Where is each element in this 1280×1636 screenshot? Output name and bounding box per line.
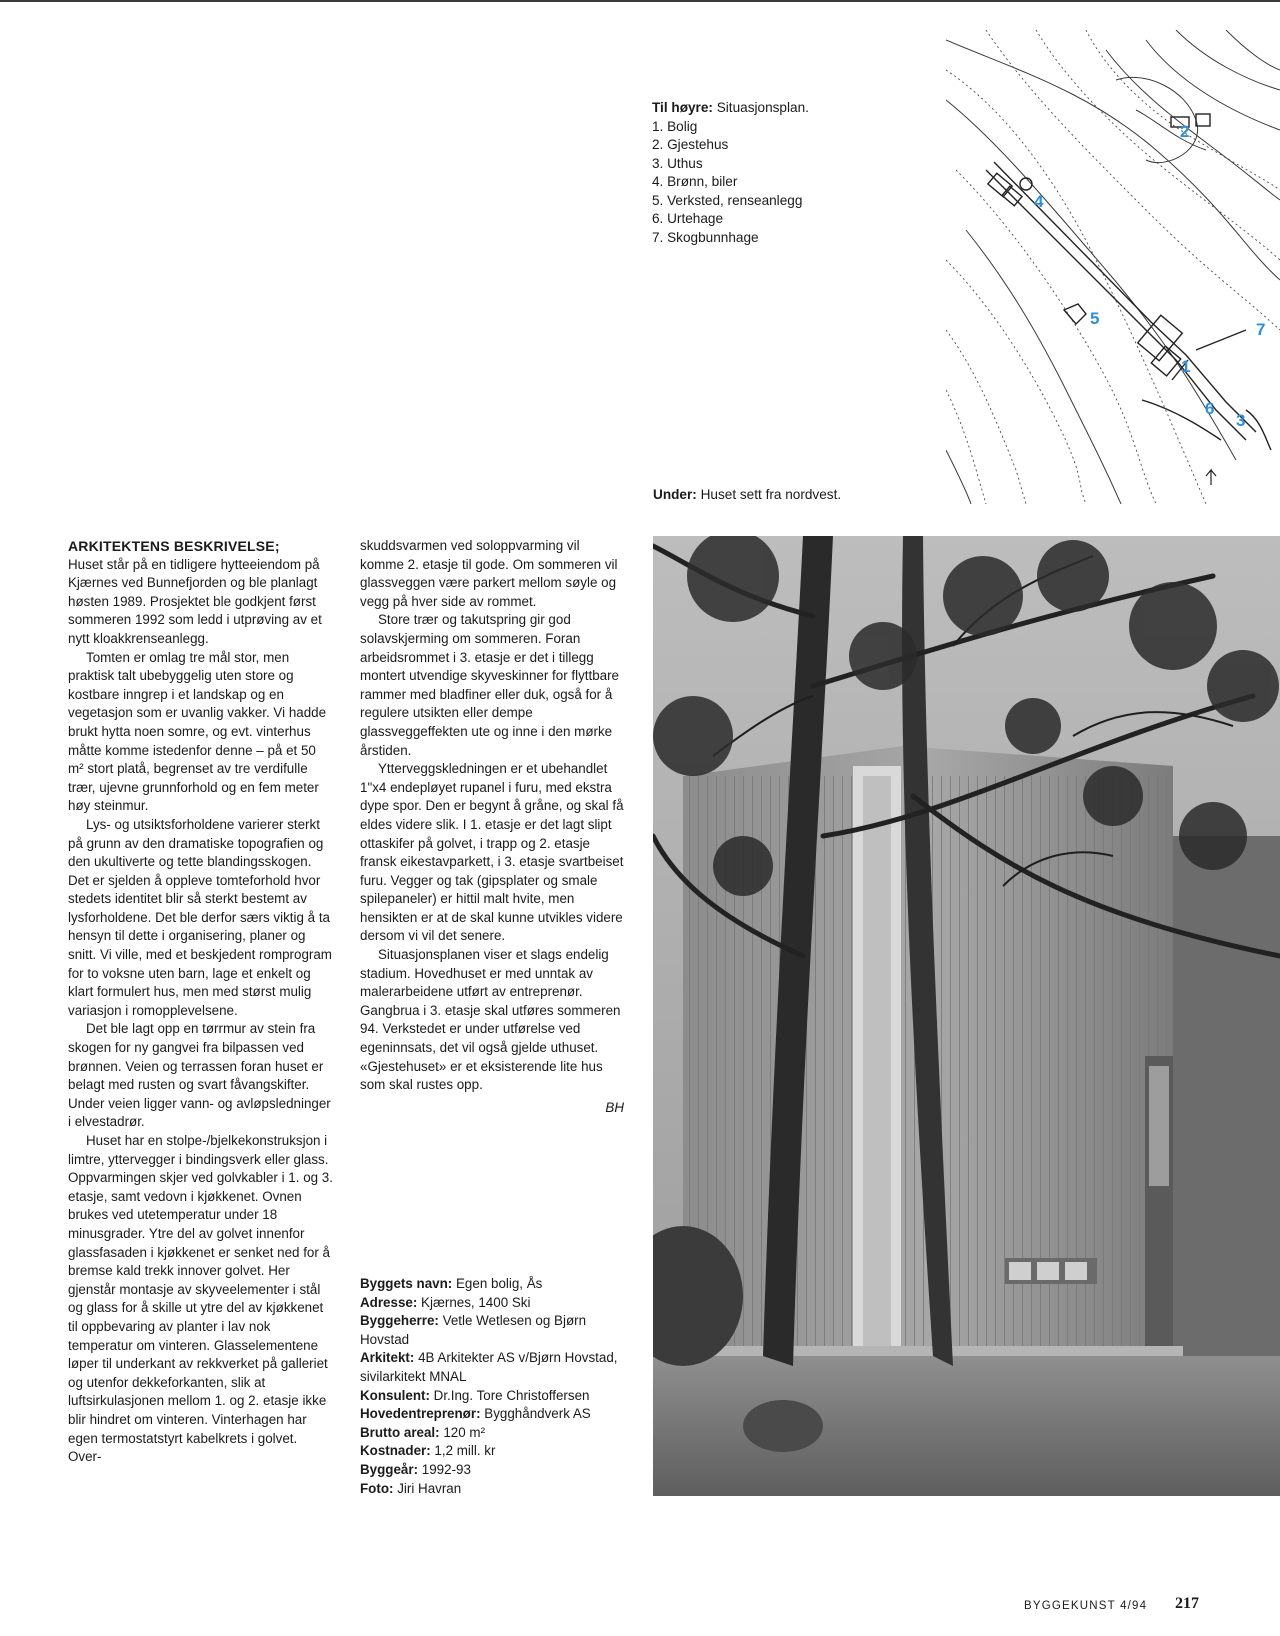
paragraph: Huset har en stolpe-/bjelkekonstruksjon i limtre, yttervegger i bindingsverk eller glass. Oppvarmingen skjer ved golvkabler i 1. og 3. etasje, samt vedovn i kjøkkenet. Ovnen brukes ved utetemperatur under 18 minusgrader. Ytre del av golvet innenfor glassfasaden i kjøkkenet er senket ned for å bremse kald trekk innover golvet. Her gjenstår montasje av skyveelementer i stål og glass for å skille ut ytre del av kjøkkenet til oppbevaring av planter i lav nok temperatur om vinteren. Glasselementene løper til underkant av rekkverket på galleriet og utenfor dekkeforkanten, slik at luftsirkulasjonen mellom 1. og 2. etasje ikke blir hindret om vinteren. Vinterhagen har egen termostatstyrt kabelkrets i golvet. Over- xyxy=(68,1133,333,1465)
house-photo-drawing xyxy=(653,536,1280,1496)
project-facts xyxy=(360,1275,624,1498)
journal-footer: BYGGEKUNST 4/94 xyxy=(1024,1600,1148,1612)
fact-value: 4B Arkitekter AS v/Bjørn Hovstad, sivilarkitekt MNAL xyxy=(360,1350,618,1384)
paragraph: Det ble lagt opp en tørrmur av stein fra skogen for ny gangvei fra bilpassen ved brønnen. Veien og terrassen foran huset er belagt med rusten og svart fåvangskifter. Under veien ligger vann- og avløpsledninger i elvestadrør. xyxy=(68,1021,331,1130)
plan-number: 2 xyxy=(1180,122,1190,141)
caption-text: Situasjonsplan. xyxy=(716,100,809,115)
plan-number: 1 xyxy=(1181,357,1191,376)
fact-key: Brutto areal: xyxy=(360,1424,440,1440)
paragraph: Situasjonsplanen viser et slags endelig stadium. Hovedhuset er med unntak av malerarbeidene utført av entreprenør. Gangbrua i 3. etasje skal utføres sommeren 94. Verkstedet er under utførelse ved egeninnsats, det vil også gjelde uthuset. «Gjestehuset» er et eksisterende lite hus som skal rustes opp. xyxy=(360,947,621,1093)
caption-text: Huset sett fra nordvest. xyxy=(700,487,842,502)
article-column-1 xyxy=(68,537,334,1467)
fact-value: 1,2 mill. kr xyxy=(434,1443,496,1459)
paragraph: skuddsvarmen ved soloppvarming vil komme 2. etasje til gode. Om sommeren vil glassveggen være parkert mellom søyle og vegg på hver side av rommet. xyxy=(360,538,618,609)
fact-row xyxy=(360,1442,624,1461)
fact-row xyxy=(360,1480,624,1499)
fact-row xyxy=(360,1387,624,1406)
article-column-2 xyxy=(360,537,624,1117)
photo-caption xyxy=(653,486,1053,505)
legend-list xyxy=(652,118,932,248)
fact-key: Kostnader: xyxy=(360,1443,431,1459)
paragraph: Ytterveggskledningen er et ubehandlet 1"x4 endepløyet rupanel i furu, med ekstra dype spor. Den er begynt å gråne, og skal få eldes videre slik. I 1. etasje er det lagt slipt ottaskifer på golvet, i trapp og 2. etasje fransk eikestavparkett, i 3. etasje svartbeiset furu. Vegger og tak (gipsplater og smale spilepaneler) er hittil malt hvite, men hensikten er at de skal kunne utvikles videre dersom vi vil det senere. xyxy=(360,761,624,944)
fact-key: Arkitekt: xyxy=(360,1350,415,1366)
top-rule xyxy=(0,0,1280,2)
fact-row xyxy=(360,1461,624,1480)
fact-row xyxy=(360,1294,624,1313)
page-number: 217 xyxy=(1175,1595,1199,1612)
paragraph: Tomten er omlag tre mål stor, men praktisk talt ubebyggelig uten store og kostbare inngrep i et landskap og en vegetasjon som er uvanlig vakker. Vi hadde brukt hytta noen somre, og evt. vinterhus måtte komme istedenfor denne – på et 50 m² stort platå, begrenset av tre verdifulle trær, ujevne grunnforhold og en fem meter høy steinmur. xyxy=(68,649,327,814)
site-plan-caption xyxy=(652,99,932,247)
fact-row xyxy=(360,1312,624,1349)
fact-key: Foto: xyxy=(360,1480,394,1496)
article-heading: ARKITEKTENS BESKRIVELSE; xyxy=(68,538,280,554)
legend-item: 5. Verksted, renseanlegg xyxy=(652,192,803,208)
plan-number: 7 xyxy=(1256,320,1266,339)
house-photo xyxy=(653,536,1280,1496)
author-signature: BH xyxy=(605,1099,624,1115)
fact-value: Dr.Ing. Tore Christoffersen xyxy=(433,1387,590,1403)
fact-key: Byggets navn: xyxy=(360,1276,453,1291)
fact-value: Bygghåndverk AS xyxy=(484,1406,591,1422)
fact-key: Byggeherre: xyxy=(360,1313,439,1329)
fact-value: Jiri Havran xyxy=(397,1480,462,1496)
fact-key: Hovedentreprenør: xyxy=(360,1406,481,1422)
plan-number: 4 xyxy=(1034,192,1044,211)
fact-value: Vetle Wetlesen og Bjørn Hovstad xyxy=(360,1313,587,1347)
paragraph: Lys- og utsiktsforholdene varierer sterkt på grunn av den dramatiske topografien og den ukultiverte og tette blandingsskogen. Det er sjelden å oppleve tomteforhold hvor stedets identitet blir så sterkt bestemt av lysforholdene. Det ble derfor særs viktig å ta hensyn til dette i organisering, planer og snitt. Vi ville, med et beskjedent romprogram for to voksne uten barn, lage et enkelt og klart formulert hus, men med størst mulig variasjon i romopplevelsene. xyxy=(68,816,332,1018)
paragraph: Store trær og takutspring gir god solavskjerming om sommeren. Foran arbeidsrommet i 3. etasje er det i tillegg montert utvendige skyveskinner for flyttbare rammer med bladfiner eller duk, også for å regulere utsikten eller dempe glassveggeffekten ute og inne i den mørke årstiden. xyxy=(360,612,620,758)
legend-item: 7. Skogbunnhage xyxy=(652,229,759,245)
caption-label: Til høyre: xyxy=(652,100,713,115)
fact-value: Kjærnes, 1400 Ski xyxy=(421,1294,531,1310)
fact-key: Adresse: xyxy=(360,1294,418,1310)
fact-key: Byggeår: xyxy=(360,1461,419,1477)
plan-number: 6 xyxy=(1205,399,1215,418)
legend-item: 3. Uthus xyxy=(652,155,703,171)
legend-item: 2. Gjestehus xyxy=(652,137,729,152)
fact-row xyxy=(360,1405,624,1424)
plan-number: 3 xyxy=(1236,411,1246,430)
fact-value: 1992-93 xyxy=(421,1461,471,1477)
fact-row xyxy=(360,1349,624,1386)
legend-item: 4. Brønn, biler xyxy=(652,174,738,189)
legend-item: 6. Urtehage xyxy=(652,211,724,226)
plan-number: 5 xyxy=(1090,309,1100,328)
legend-item: 1. Bolig xyxy=(652,118,698,134)
fact-value: Egen bolig, Ås xyxy=(456,1276,543,1291)
fact-row xyxy=(360,1424,624,1443)
fact-row xyxy=(360,1275,624,1294)
site-plan xyxy=(946,30,1280,504)
paragraph: Huset står på en tidligere hytteeiendom på Kjærnes ved Bunnefjorden og ble planlagt høsten 1989. Prosjektet ble godkjent først sommeren 1992 som ledd i utprøving av et nytt kloakkrenseanlegg. xyxy=(68,556,322,646)
caption-label: Under: xyxy=(653,487,697,502)
fact-value: 120 m² xyxy=(443,1424,486,1440)
fact-key: Konsulent: xyxy=(360,1387,430,1403)
